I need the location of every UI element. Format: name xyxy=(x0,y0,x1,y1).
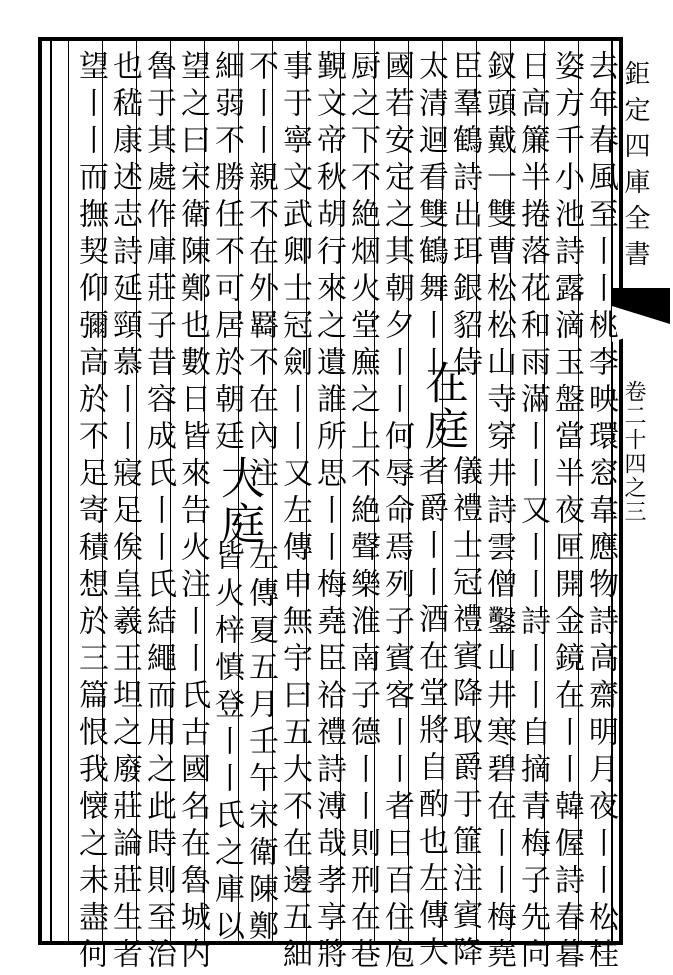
text-column-6a: 太清迴看雙鶴舞丨丨 xyxy=(413,50,448,383)
text-column-11a: 不丨丨親不在外羇不在內注 xyxy=(243,50,278,494)
text-column-15: 也嵇康述志詩延頸慕丨丨寢足俟皇羲王坦之廢莊論莊生者 xyxy=(107,50,142,975)
text-column-14: 魯于其處作庫莊子昔容成氏丨丨氏結繩而用之此時則至治 xyxy=(141,50,176,975)
text-column-11c: 左傳夏五月壬午宋衛陳鄭 xyxy=(243,540,278,947)
inner-border-line xyxy=(50,37,52,945)
text-column-5c: 儀禮士冠禮賓降取爵于篚注賓降 xyxy=(447,455,482,973)
text-column-1: 去年春風至丨丨桃李映環窓韋應物詩高齋明月夜丨丨松桂 xyxy=(583,50,618,975)
text-column-5a: 臣羣鶴詩出珥銀貂侍 xyxy=(447,50,482,383)
text-column-16: 望丨丨而撫契仰彌高於不足寄積想於三篇恨我懐之未盡何 xyxy=(73,50,108,975)
text-column-7: 國若安定之其朝夕丨丨何辱命焉列子賓客丨丨者日百住庖 xyxy=(379,50,414,975)
text-column-9: 覲文帝秋胡行來之遺誰所思丨丨梅堯臣祫禮詩溥哉孝享將 xyxy=(311,50,346,975)
heading-zai-ting: 在庭 xyxy=(417,360,468,452)
text-column-3: 日高簾半捲落花和雨滿丨丨又丨丨詩丨丨自摘青梅子先向 xyxy=(515,50,550,975)
text-column-2: 姿方千小池詩露滴玉盤當半夜匣開金鏡在丨丨韓偓詩春暮 xyxy=(549,50,584,975)
heading-da-ting: 大庭 xyxy=(213,455,264,547)
text-column-12b: 皆火梓慎登丨丨氏之庫以 xyxy=(209,540,244,947)
text-column-12a: 細弱不勝任不可居於朝廷 xyxy=(209,50,244,457)
text-column-10: 事于寧文武卿士冠劍丨丨又左傳申無宇曰五大不在邊五細 xyxy=(277,50,312,975)
margin-book-title: 鉅定四庫全書 xyxy=(620,60,650,276)
text-column-13: 望之曰宋衛陳鄭也數日皆來告火注丨丨氏古國名在魯城内 xyxy=(175,50,210,975)
text-column-6b: 者爵丨丨酒在堂將自酌也左傳大 xyxy=(413,455,448,973)
text-column-8: 厨之下不絶烟火堂廡之上不絶聲樂淮南子德丨丨則刑在巷 xyxy=(345,50,380,975)
text-column-4: 釵頭戴一雙曹松松山寺穿井詩雲僧鑿山井寒碧在丨丨梅堯 xyxy=(481,50,516,975)
margin-volume-label: 卷二十四之三 xyxy=(621,380,646,524)
